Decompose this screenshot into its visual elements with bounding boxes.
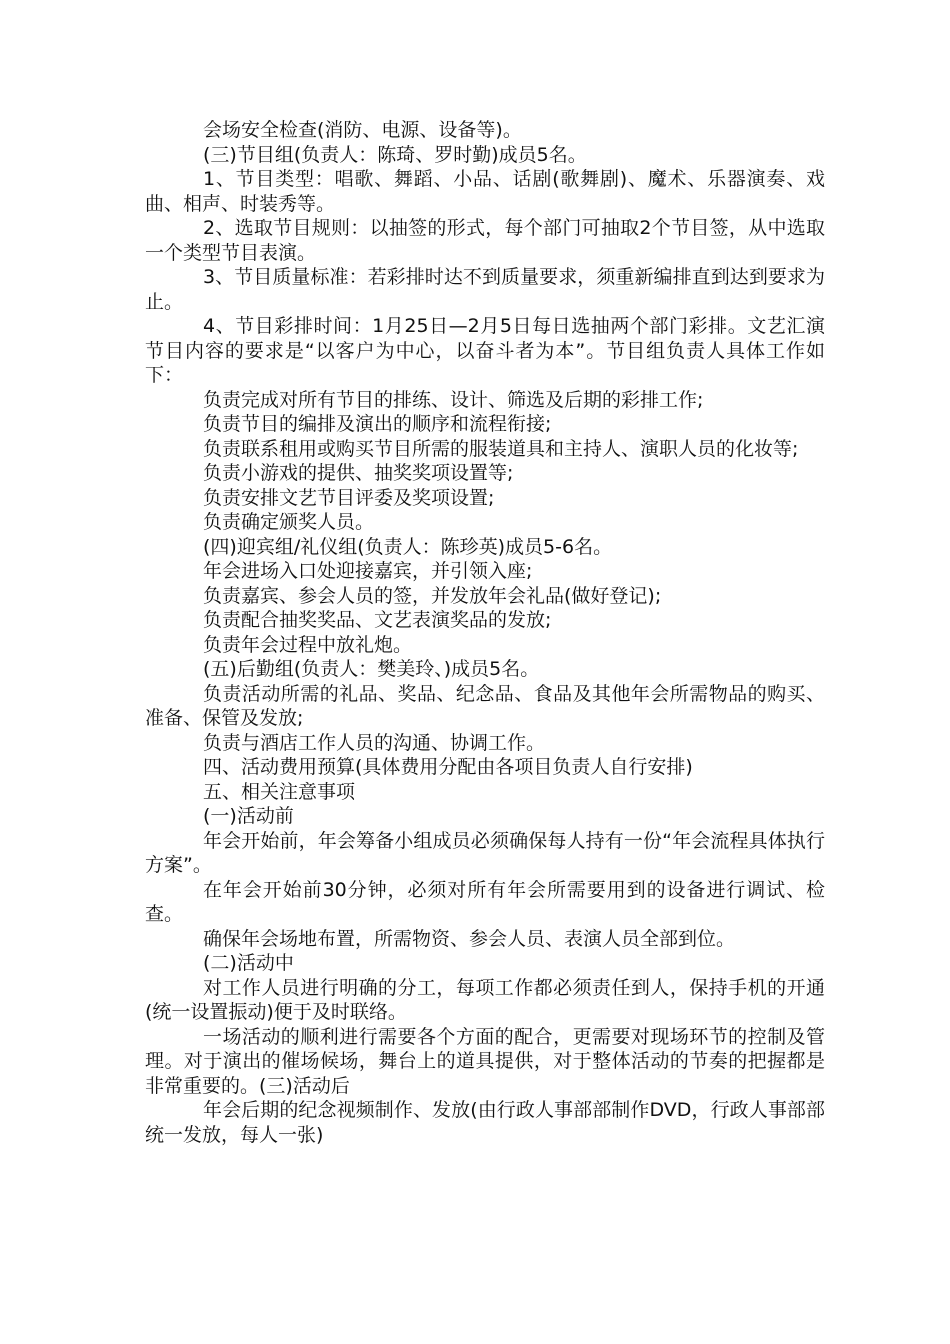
paragraph: 负责嘉宾、参会人员的签，并发放年会礼品(做好登记); <box>203 584 662 607</box>
paragraph: 负责活动所需的礼品、奖品、纪念品、食品及其他年会所需物品的购买、准备、保管及发放; <box>145 682 825 729</box>
paragraph: 确保年会场地布置，所需物资、参会人员、表演人员全部到位。 <box>203 927 736 950</box>
paragraph: 负责完成对所有节目的排练、设计、筛选及后期的彩排工作; <box>203 388 704 411</box>
paragraph: 负责确定颁奖人员。 <box>203 511 375 533</box>
paragraph: 负责配合抽奖奖品、文艺表演奖品的发放; <box>203 609 552 631</box>
paragraph: 负责节目的编排及演出的顺序和流程衔接; <box>203 413 552 435</box>
paragraph: (一)活动前 <box>203 805 294 827</box>
paragraph: 3、节目质量标准：若彩排时达不到质量要求，须重新编排直到达到要求为止。 <box>145 266 825 313</box>
paragraph: 负责小游戏的提供、抽奖奖项设置等; <box>203 462 514 484</box>
paragraph: 负责年会过程中放礼炮。 <box>203 633 413 656</box>
paragraph: (五)后勤组(负责人：樊美玲、)成员5名。 <box>203 658 540 680</box>
paragraph: 负责与酒店工作人员的沟通、协调工作。 <box>203 731 546 754</box>
paragraph: 会场安全检查(消防、电源、设备等)。 <box>203 119 522 141</box>
paragraph: 一场活动的顺利进行需要各个方面的配合，更需要对现场环节的控制及管理。对于演出的催场候场，舞台上的道具提供，对于整体活动的节奏的把握都是非常重要的。(三)活动后 <box>145 1025 825 1097</box>
paragraph: 1、节目类型：唱歌、舞蹈、小品、话剧(歌舞剧)、魔术、乐器演奏、戏曲、相声、时装秀等。 <box>145 168 825 215</box>
paragraph: 五、相关注意事项 <box>203 780 356 803</box>
paragraph: 在年会开始前30分钟，必须对所有年会所需要用到的设备进行调试、检查。 <box>145 878 825 925</box>
paragraph: 年会后期的纪念视频制作、发放(由行政人事部部制作DVD，行政人事部部统一发放，每人一张) <box>145 1099 825 1146</box>
paragraph: (四)迎宾组/礼仪组(负责人：陈珍英)成员5-6名。 <box>203 535 613 558</box>
paragraph: 年会开始前，年会筹备小组成员必须确保每人持有一份“年会流程具体执行方案”。 <box>145 829 825 876</box>
paragraph: 对工作人员进行明确的分工，每项工作都必须责任到人，保持手机的开通(统一设置振动)便于及时联络。 <box>145 976 825 1023</box>
paragraph: 2、选取节目规则：以抽签的形式，每个部门可抽取2个节目签，从中选取一个类型节目表演。 <box>145 217 825 264</box>
paragraph: 4、节目彩排时间：1月25日—2月5日每日选抽两个部门彩排。文艺汇演节目内容的要求是“以客户为中心，以奋斗者为本”。节目组负责人具体工作如下： <box>145 315 825 386</box>
paragraph: (三)节目组(负责人：陈琦、罗时勤)成员5名。 <box>203 143 587 166</box>
paragraph: 负责联系租用或购买节目所需的服装道具和主持人、演职人员的化妆等; <box>203 437 799 460</box>
paragraph: (二)活动中 <box>203 952 294 974</box>
paragraph: 四、活动费用预算(具体费用分配由各项目负责人自行安排) <box>203 756 693 778</box>
paragraph: 年会进场入口处迎接嘉宾，并引领入座; <box>203 560 533 582</box>
paragraph: 负责安排文艺节目评委及奖项设置; <box>203 486 495 509</box>
document-body <box>145 118 825 1147</box>
